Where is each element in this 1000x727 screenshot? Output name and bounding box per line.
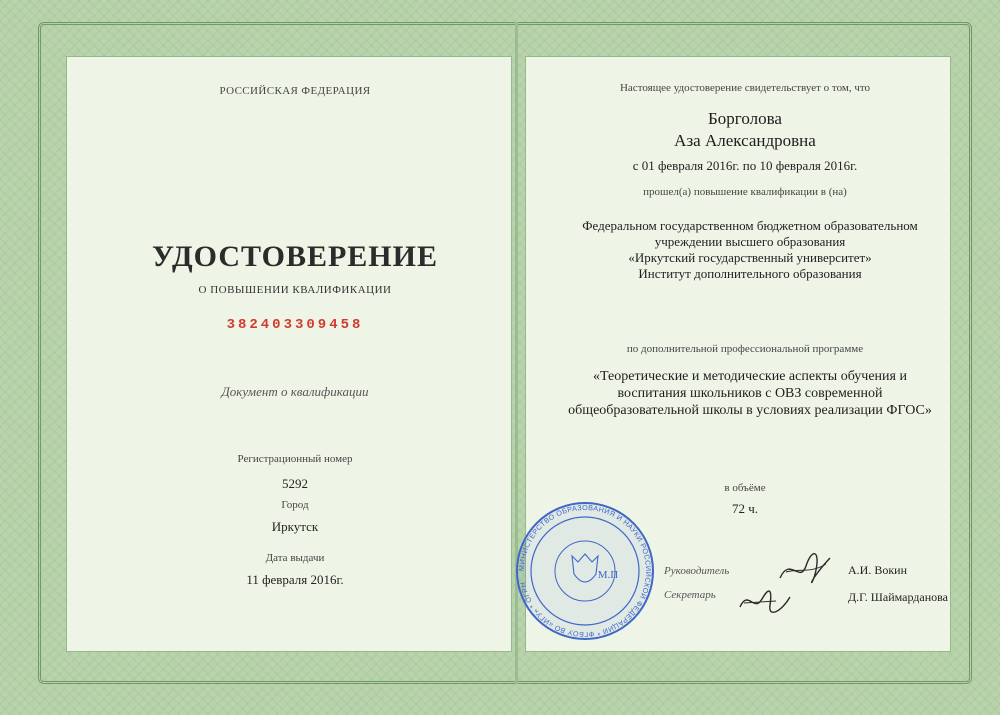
recipient-given-names: Аза Александровна — [674, 131, 816, 150]
recipient-surname: Борголова — [708, 109, 782, 128]
document-title: УДОСТОВЕРЕНИЕ — [152, 240, 438, 273]
program-line: «Теоретические и методические аспекты обучения и — [593, 369, 907, 384]
head-signature — [776, 548, 836, 588]
secretary-role-label: Секретарь — [664, 589, 716, 601]
city-label: Город — [281, 499, 309, 511]
document-kind: Документ о квалификации — [221, 384, 369, 399]
passed-text: прошел(а) повышение квалификации в (на) — [643, 186, 847, 198]
registration-number: 5292 — [282, 476, 308, 491]
organization-line: учреждении высшего образования — [654, 234, 846, 249]
intro-text: Настоящее удостоверение свидетельствует о том, что — [619, 82, 871, 94]
head-name: А.И. Вокин — [848, 563, 908, 577]
document-subtitle: О ПОВЫШЕНИИ КВАЛИФИКАЦИИ — [198, 284, 392, 296]
issue-date-label: Дата выдачи — [265, 552, 325, 564]
organization-line: Институт дополнительного образования — [638, 266, 862, 281]
registration-label: Регистрационный номер — [237, 453, 353, 465]
seal-center-text: М.П — [597, 569, 619, 581]
program-line: общеобразовательной школы в условиях реализации ФГОС» — [568, 403, 932, 418]
organization-line: Федеральном государственном бюджетном образовательном — [582, 218, 918, 233]
training-period: с 01 февраля 2016г. по 10 февраля 2016г. — [632, 158, 858, 173]
city-value: Иркутск — [271, 519, 319, 534]
program-intro: по дополнительной профессиональной программе — [626, 343, 864, 355]
country-label: РОССИЙСКАЯ ФЕДЕРАЦИЯ — [219, 85, 371, 97]
volume-label: в объёме — [724, 482, 766, 494]
program-title-block — [545, 368, 955, 419]
secretary-signature — [736, 585, 794, 615]
head-role-label: Руководитель — [664, 565, 730, 577]
official-seal — [514, 500, 656, 642]
program-line: воспитания школьников с ОВЗ современной — [617, 386, 883, 401]
seal-ring-text: МИНИСТЕРСТВО ОБРАЗОВАНИЯ И НАУКИ РОССИЙСКОЙ ФЕДЕРАЦИИ * ФГБОУ ВО «ИГУ» * ОГРН — [516, 502, 654, 640]
volume-value: 72 ч. — [731, 501, 759, 516]
organization-block — [545, 218, 955, 282]
document-number: 382403309458 — [226, 317, 364, 333]
issue-date-value: 11 февраля 2016г. — [246, 572, 344, 587]
organization-line: «Иркутский государственный университет» — [628, 250, 872, 265]
secretary-name: Д.Г. Шаймарданова — [848, 590, 948, 604]
